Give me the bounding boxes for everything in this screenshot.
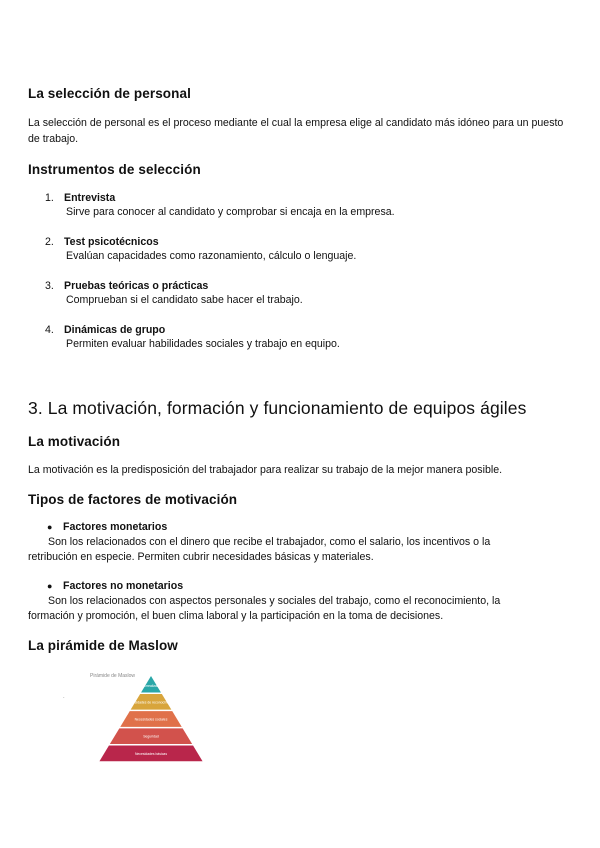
list-item-desc: Sirve para conocer al candidato y comprobar si encaja en la empresa. (66, 206, 395, 218)
list-item-desc: Comprueban si el candidato sabe hacer el trabajo. (66, 294, 303, 306)
bullet-item-line: Son los relacionados con aspectos personales y sociales del trabajo, como el reconocimiento, la (48, 595, 501, 607)
list-item-dinamicas (45, 323, 565, 351)
pyramid-level-label: Necesidades básicas (134, 751, 168, 756)
list-item-title: Entrevista (64, 192, 116, 204)
heading-instrumentos: Instrumentos de selección (28, 162, 201, 177)
list-item-title: Pruebas teóricas o prácticas (64, 280, 209, 292)
bullet-icon: ● (47, 581, 53, 591)
list-item-pruebas (45, 279, 565, 307)
bullet-item-title: Factores monetarios (63, 521, 168, 533)
bullet-item-line: retribución en especie. Permiten cubrir necesidades básicas y materiales. (28, 551, 374, 563)
bullet-icon: ● (47, 522, 53, 532)
list-item-title: Dinámicas de grupo (64, 324, 166, 336)
list-item-title: Test psicotécnicos (64, 236, 159, 248)
maslow-stray-mark: . (63, 694, 65, 700)
list-number: 3. (45, 280, 54, 292)
heading-maslow: La pirámide de Maslow (28, 638, 178, 653)
maslow-pyramid (60, 668, 220, 768)
heading-seleccion: La selección de personal (28, 86, 191, 101)
list-number: 2. (45, 236, 54, 248)
list-item-entrevista (45, 191, 565, 219)
pyramid-level-label: Necesidades sociales (134, 717, 168, 722)
list-item-desc: Evalúan capacidades como razonamiento, cálculo o lenguaje. (66, 250, 357, 262)
bullet-item-line: formación y promoción, el buen clima laboral y la participación en la toma de decisiones. (28, 610, 444, 622)
paragraph-motivacion: La motivación es la predisposición del trabajador para realizar su trabajo de la mejor manera posible. (28, 464, 503, 476)
bullet-item-line: Son los relacionados con el dinero que recibe el trabajador, como el salario, los incentivos o la (48, 536, 491, 548)
list-item-desc: Permiten evaluar habilidades sociales y trabajo en equipo. (66, 338, 340, 350)
bullet-item-no-monetarios (28, 579, 545, 624)
heading-section-3: 3. La motivación, formación y funcionamiento de equipos ágiles (28, 398, 527, 418)
pyramid-levels (99, 676, 202, 761)
bullet-item-body (28, 594, 545, 624)
bullet-item-title: Factores no monetarios (63, 580, 184, 592)
pyramid-level-label: Seguridad (143, 734, 159, 739)
pyramid-level-label: Necesidades de reconocimiento (126, 700, 176, 705)
list-item-test (45, 235, 565, 263)
bullet-item-monetarios (28, 520, 545, 565)
paragraph-seleccion: La selección de personal es el proceso mediante el cual la empresa elige al candidato más idóneo para un puesto de trabajo. (28, 117, 564, 145)
list-number: 4. (45, 324, 54, 336)
heading-tipos: Tipos de factores de motivación (28, 492, 238, 507)
list-number: 1. (45, 192, 54, 204)
maslow-caption: Pirámide de Maslow (90, 673, 136, 679)
heading-motivacion: La motivación (28, 434, 121, 449)
pyramid-level-label: Autorrealización (138, 684, 164, 689)
bullet-item-body (28, 535, 545, 565)
